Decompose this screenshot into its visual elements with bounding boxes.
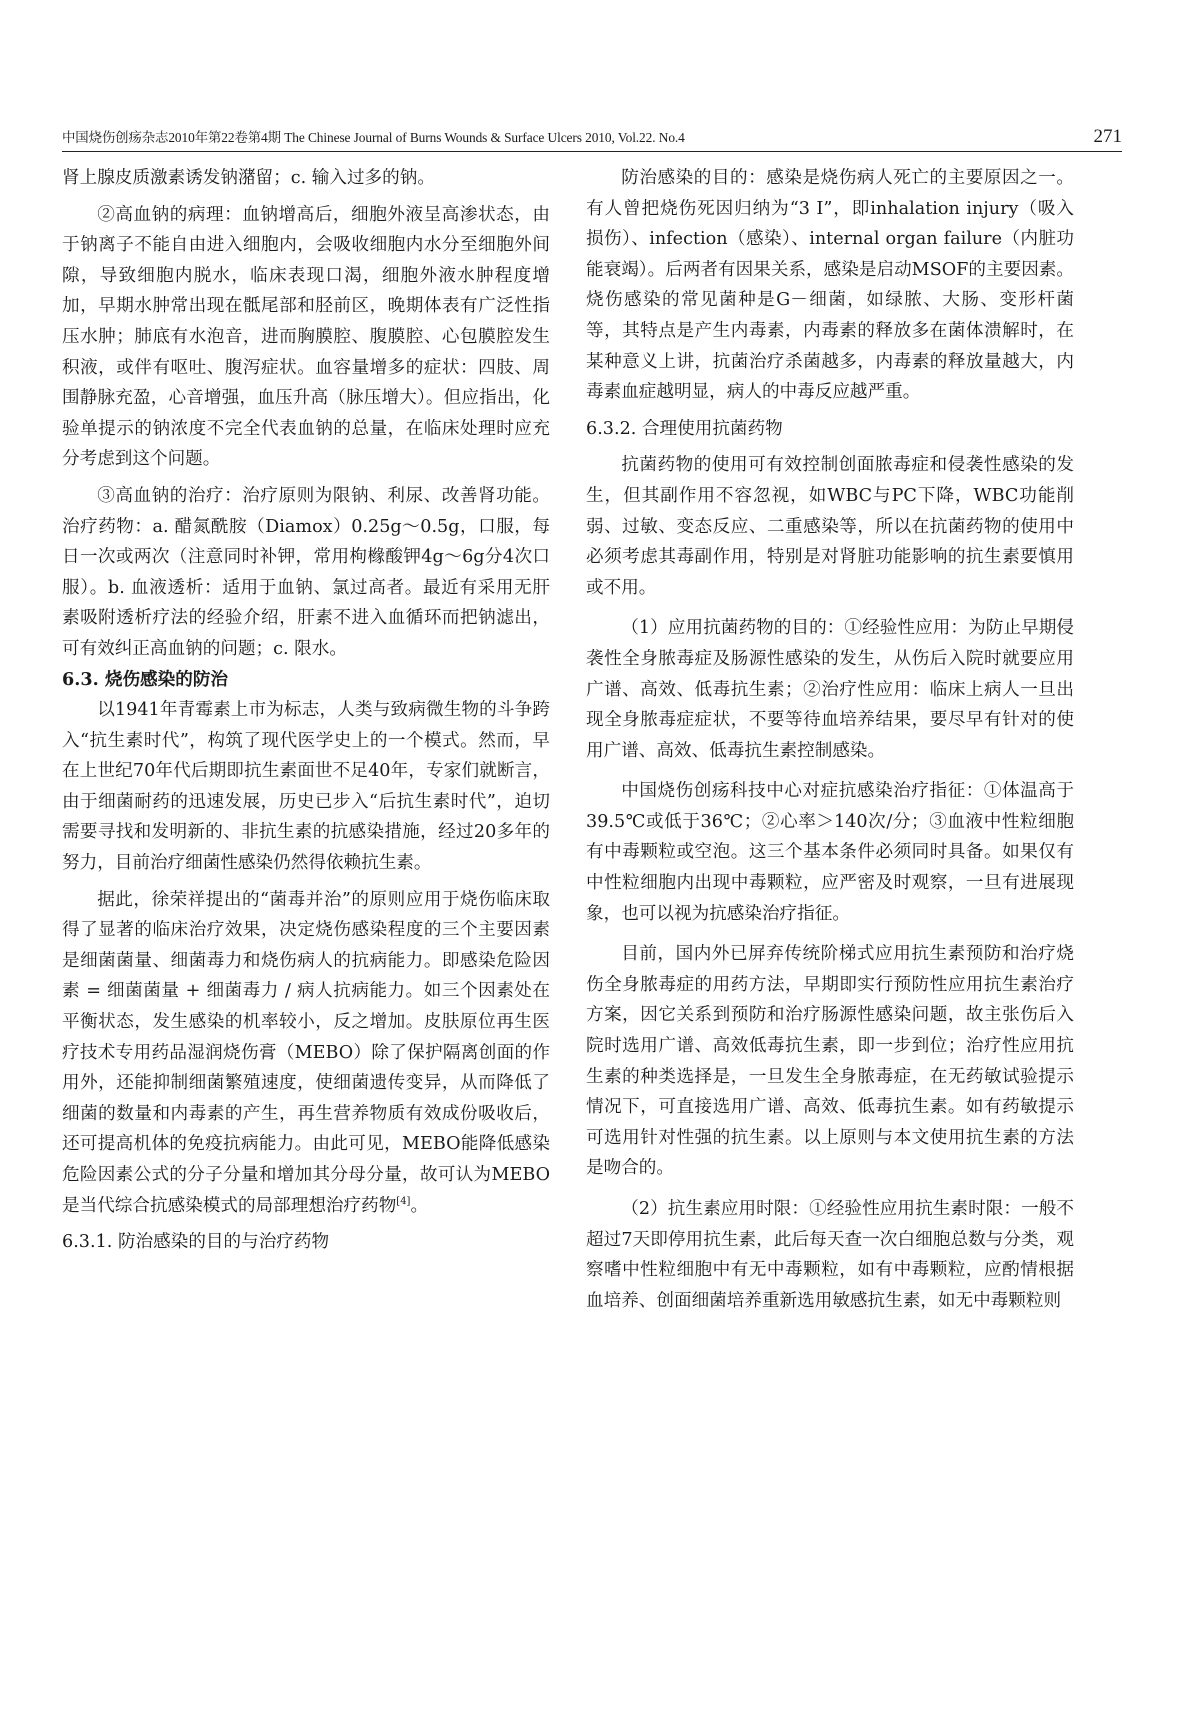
left-column bbox=[62, 163, 550, 1258]
paragraph: 中国烧伤创疡科技中心对症抗感染治疗指征：①体温高于39.5℃或低于36℃；②心率＞140次/分；③血液中性粒细胞有中毒颗粒或空泡。这三个基本条件必须同时具备。如果仅有中性粒细胞内出现中毒颗粒，应严密及时观察，一旦有进展现象，也可以视为抗感染治疗指征。 bbox=[586, 781, 1074, 924]
paragraph: 抗菌药物的使用可有效控制创面脓毒症和侵袭性感染的发生，但其副作用不容忽视，如WBC与PC下降，WBC功能削弱、过敏、变态反应、二重感染等，所以在抗菌药物的使用中必须考虑其毒副作用，特别是对肾脏功能影响的抗生素要慎用或不用。 bbox=[586, 455, 1074, 598]
paragraph: （1）应用抗菌药物的目的：①经验性应用：为防止早期侵袭性全身脓毒症及肠源性感染的发生，从伤后入院时就要应用广谱、高效、低毒抗生素；②治疗性应用：临床上病人一旦出现全身脓毒症症状，不要等待血培养结果，要尽早有针对的使用广谱、高效、低毒抗生素控制感染。 bbox=[586, 618, 1074, 761]
subsection-heading: 6.3.1. 防治感染的目的与治疗药物 bbox=[62, 1232, 330, 1253]
running-title: 中国烧伤创疡杂志2010年第22卷第4期 The Chinese Journal of Burns Wounds & Surface Ulcers 2010, Vol.22. No.4 bbox=[62, 130, 685, 145]
paragraph: 以1941年青霉素上市为标志，人类与致病微生物的斗争跨入“抗生素时代”，构筑了现代医学史上的一个模式。然而，早在上世纪70年代后期即抗生素面世不足40年，专家们就断言，由于细菌耐药的迅速发展，历史已步入“后抗生素时代”，迫切需要寻找和发明新的、非抗生素的抗感染措施，经过20多年的努力，目前治疗细菌性感染仍然得依赖抗生素。 bbox=[62, 700, 550, 874]
paragraph: 防治感染的目的：感染是烧伤病人死亡的主要原因之一。有人曾把烧伤死因归纳为“3 I”，即inhalation injury（吸入损伤）、infection（感染）、internal organ failure（内脏功能衰竭）。后两者有因果关系，感染是启动MSOF的主要因素。烧伤感染的常见菌种是G－细菌，如绿脓、大肠、变形杆菌等，其特点是产生内毒素，内毒素的释放多在菌体溃解时，在某种意义上讲，抗菌治疗杀菌越多，内毒素的释放量越大，内毒素血症越明显，病人的中毒反应越严重。 bbox=[586, 168, 1074, 403]
citation-ref: [4] bbox=[396, 1195, 411, 1207]
paragraph-text: 据此，徐荣祥提出的“菌毒并治”的原则应用于烧伤临床取得了显著的临床治疗效果，决定烧伤感染程度的三个主要因素是细菌菌量、细菌毒力和烧伤病人的抗病能力。即感染危险因素 = 细菌菌量 + 细菌毒力 / 病人抗病能力。如三个因素处在平衡状态，发生感染的机率较小，反之增加。皮肤原位再生医疗技术专用药品湿润烧伤膏（MEBO）除了保护隔离创面的作用外，还能抑制细菌繁殖速度，使细菌遗传变异，从而降低了细菌的数量和内毒素的产生，再生营养物质有效成份吸收后，还可提高机体的免疫抗病能力。由此可见，MEBO能降低感染危险因素公式的分子分量和增加其分母分量，故可认为MEBO是当代综合抗感染模式的局部理想治疗药物 bbox=[62, 889, 550, 1216]
paragraph: ②高血钠的病理：血钠增高后，细胞外液呈高渗状态，由于钠离子不能自由进入细胞内，会吸收细胞内水分至细胞外间隙，导致细胞内脱水，临床表现口渴，细胞外液水肿程度增加，早期水肿常出现在骶尾部和胫前区，晚期体表有广泛性指压水肿；肺底有水泡音，进而胸膜腔、腹膜腔、心包膜腔发生积液，或伴有呕吐、腹泻症状。血容量增多的症状：四肢、周围静脉充盈，心音增强，血压升高（脉压增大）。但应指出，化验单提示的钠浓度不完全代表血钠的总量，在临床处理时应充分考虑到这个问题。 bbox=[62, 204, 550, 470]
paragraph: ③高血钠的治疗：治疗原则为限钠、利尿、改善肾功能。治疗药物：a. 醋氮酰胺（Diamox）0.25g～0.5g，口服，每日一次或两次（注意同时补钾，常用枸橼酸钾4g～6g分4次口服）。b. 血液透析：适用于血钠、氯过高者。最近有采用无肝素吸附透析疗法的经验介绍，肝素不进入血循环而把钠滤出，可有效纠正高血钠的问题；c. 限水。 bbox=[62, 485, 550, 659]
paragraph-end: 。 bbox=[410, 1195, 429, 1216]
paragraph: 肾上腺皮质激素诱发钠潴留；c. 输入过多的钠。 bbox=[62, 168, 435, 188]
page-number: 271 bbox=[1093, 126, 1122, 147]
paragraph: 目前，国内外已屏弃传统阶梯式应用抗生素预防和治疗烧伤全身脓毒症的用药方法，早期即实行预防性应用抗生素治疗方案，因它关系到预防和治疗肠源性感染问题，故主张伤后入院时选用广谱、高效低毒抗生素，即一步到位；治疗性应用抗生素的种类选择是，一旦发生全身脓毒症，在无药敏试验提示情况下，可直接选用广谱、高效、低毒抗生素。如有药敏提示可选用针对性强的抗生素。以上原则与本文使用抗生素的方法是吻合的。 bbox=[586, 944, 1074, 1179]
running-header bbox=[62, 118, 1122, 152]
header-rule bbox=[62, 151, 1122, 152]
paragraph bbox=[62, 885, 550, 1222]
section-heading: 6.3. 烧伤感染的防治 bbox=[62, 668, 229, 690]
paragraph: （2）抗生素应用时限：①经验性应用抗生素时限：一般不超过7天即停用抗生素，此后每天查一次白细胞总数与分类，观察嗜中性粒细胞中有无中毒颗粒，如有中毒颗粒，应酌情根据血培养、创面细菌培养重新选用敏感抗生素，如无中毒颗粒则 bbox=[586, 1199, 1074, 1311]
right-column bbox=[586, 163, 1074, 1316]
subsection-heading: 6.3.2. 合理使用抗菌药物 bbox=[586, 418, 783, 439]
